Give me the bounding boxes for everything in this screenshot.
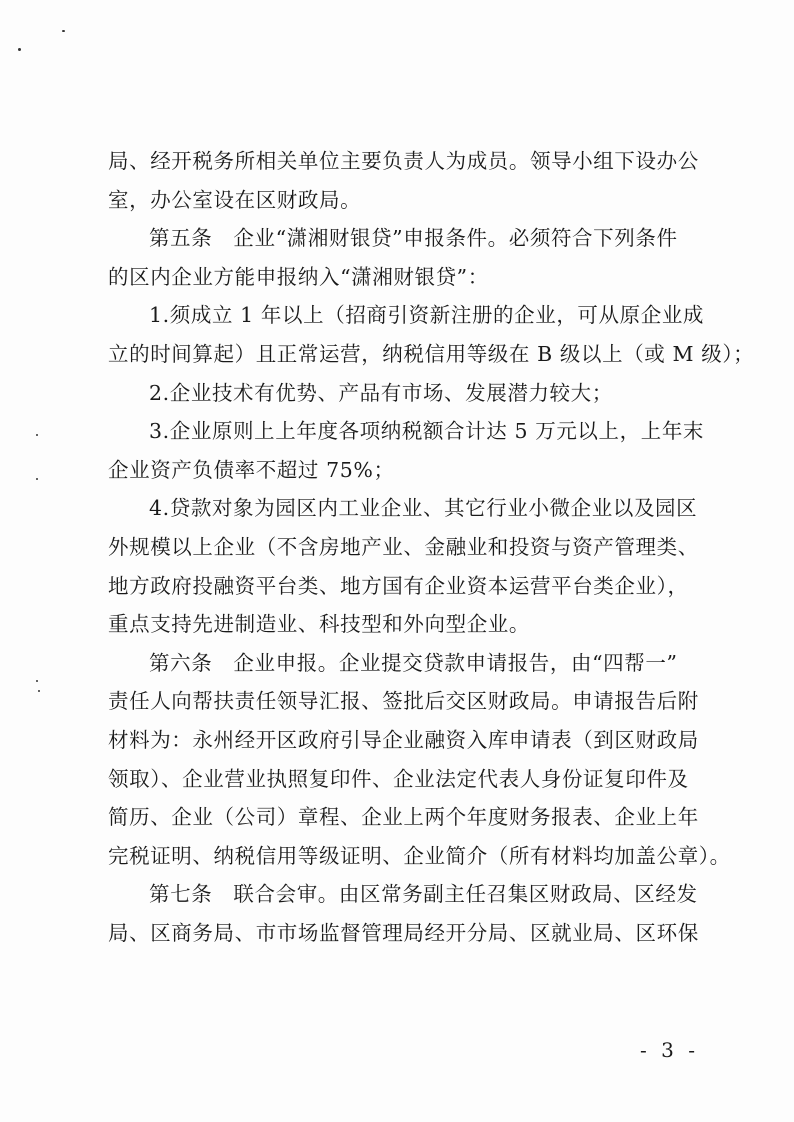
text-line: 的区内企业方能申报纳入“潇湘财银贷”： xyxy=(108,264,489,289)
condition-1: 1.须成立 1 年以上（招商引资新注册的企业，可从原企业成 xyxy=(149,303,705,328)
text-line: 局、经开税务所相关单位主要负责人为成员。领导小组下设办公 xyxy=(108,149,699,173)
text-line: 重点支持先进制造业、科技型和外向型企业。 xyxy=(108,612,530,637)
text-line: 地方政府投融资平台类、地方国有企业资本运营平台类企业）， xyxy=(108,573,689,598)
text-line: 领取）、企业营业执照复印件、企业法定代表人身份证复印件及 xyxy=(108,766,689,791)
text-line: 局、区商务局、市市场监督管理局经开分局、区就业局、区环保 xyxy=(108,920,699,945)
text-line: 完税证明、纳税信用等级证明、企业简介（所有材料均加盖公章）。 xyxy=(108,843,731,868)
page-number: - 3 - xyxy=(640,1038,699,1062)
document-body xyxy=(108,142,755,952)
article-7-heading: 第七条 联合会审。由区常务副主任召集区财政局、区经发 xyxy=(149,882,698,907)
scan-speck xyxy=(18,48,21,51)
text-line: 立的时间算起）且正常运营，纳税信用等级在 B 级以上（或 M 级）； xyxy=(108,341,755,366)
text-line: 简历、企业（公司）章程、企业上两个年度财务报表、企业上年 xyxy=(108,805,699,830)
scan-speck xyxy=(36,680,38,682)
scan-speck xyxy=(36,478,38,480)
scan-speck xyxy=(62,30,65,32)
text-line: 责任人向帮扶责任领导汇报、签批后交区财政局。申请报告后附 xyxy=(108,689,699,714)
text-line: 室，办公室设在区财政局。 xyxy=(108,187,362,212)
scan-speck xyxy=(36,434,38,436)
scan-speck xyxy=(38,690,40,692)
text-line: 企业资产负债率不超过 75%； xyxy=(108,457,395,482)
condition-3: 3.企业原则上上年度各项纳税额合计达 5 万元以上，上年末 xyxy=(149,419,705,444)
condition-2: 2.企业技术有优势、产品有市场、发展潜力较大； xyxy=(149,380,613,405)
condition-4: 4.贷款对象为园区内工业企业、其它行业小微企业以及园区 xyxy=(149,496,698,521)
article-5-heading: 第五条 企业“潇湘财银贷”申报条件。必须符合下列条件 xyxy=(149,226,678,251)
article-6-heading: 第六条 企业申报。企业提交贷款申请报告，由“四帮一” xyxy=(149,650,678,675)
text-line: 外规模以上企业（不含房地产业、金融业和投资与资产管理类、 xyxy=(108,534,699,559)
text-line: 材料为：永州经开区政府引导企业融资入库申请表（到区财政局 xyxy=(108,727,699,752)
